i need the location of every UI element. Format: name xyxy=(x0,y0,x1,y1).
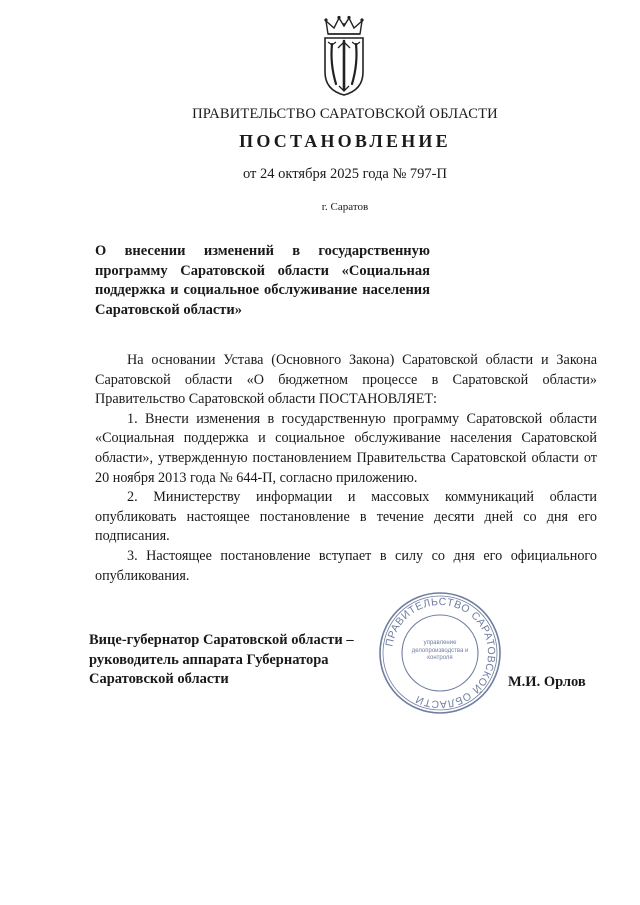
body-paragraph: 1. Внести изменения в государственную программу Саратовской области «Социальная поддержка и социальное обслуживание населения Саратовской области», утвержденную постановлением Правительства Саратовской области от 20 ноября 2013 года № 644-П, согласно приложению. xyxy=(95,410,597,486)
document-date-number: от 24 октября 2025 года № 797-П xyxy=(243,166,447,182)
signer-position: Вице-губернатор Саратовской области – руководитель аппарата Губернатора Саратовской области xyxy=(89,632,354,687)
issuing-authority: ПРАВИТЕЛЬСТВО САРАТОВСКОЙ ОБЛАСТИ xyxy=(192,106,498,122)
document-type-title: ПОСТАНОВЛЕНИЕ xyxy=(239,131,451,151)
stamp-inner-text: управление делопроизводства и контроля xyxy=(411,640,469,661)
body-paragraph: 2. Министерству информации и массовых коммуникаций области опубликовать настоящее постановление в течение десяти дней со дня его подписания. xyxy=(95,489,597,545)
signer-name: М.И. Орлов xyxy=(508,674,586,690)
document-subject: О внесении изменений в государственную программу Саратовской области «Социальная поддержка и социальное обслуживание населения Саратовской области» xyxy=(95,243,430,318)
body-paragraph: На основании Устава (Основного Закона) Саратовской области и Закона Саратовской области «О бюджетном процессе в Саратовской области» Правительство Саратовской области ПОСТАНОВЛЯЕТ: xyxy=(95,352,597,408)
body-paragraph: 3. Настоящее постановление вступает в силу со дня его официального опубликования. xyxy=(95,547,597,584)
document-city: г. Саратов xyxy=(321,201,369,213)
saratov-coat-of-arms-icon xyxy=(319,14,369,98)
stamp-ring-text: ПРАВИТЕЛЬСТВО САРАТОВСКОЙ ОБЛАСТИ xyxy=(383,595,498,711)
official-stamp xyxy=(377,590,503,716)
document-body xyxy=(95,351,597,586)
